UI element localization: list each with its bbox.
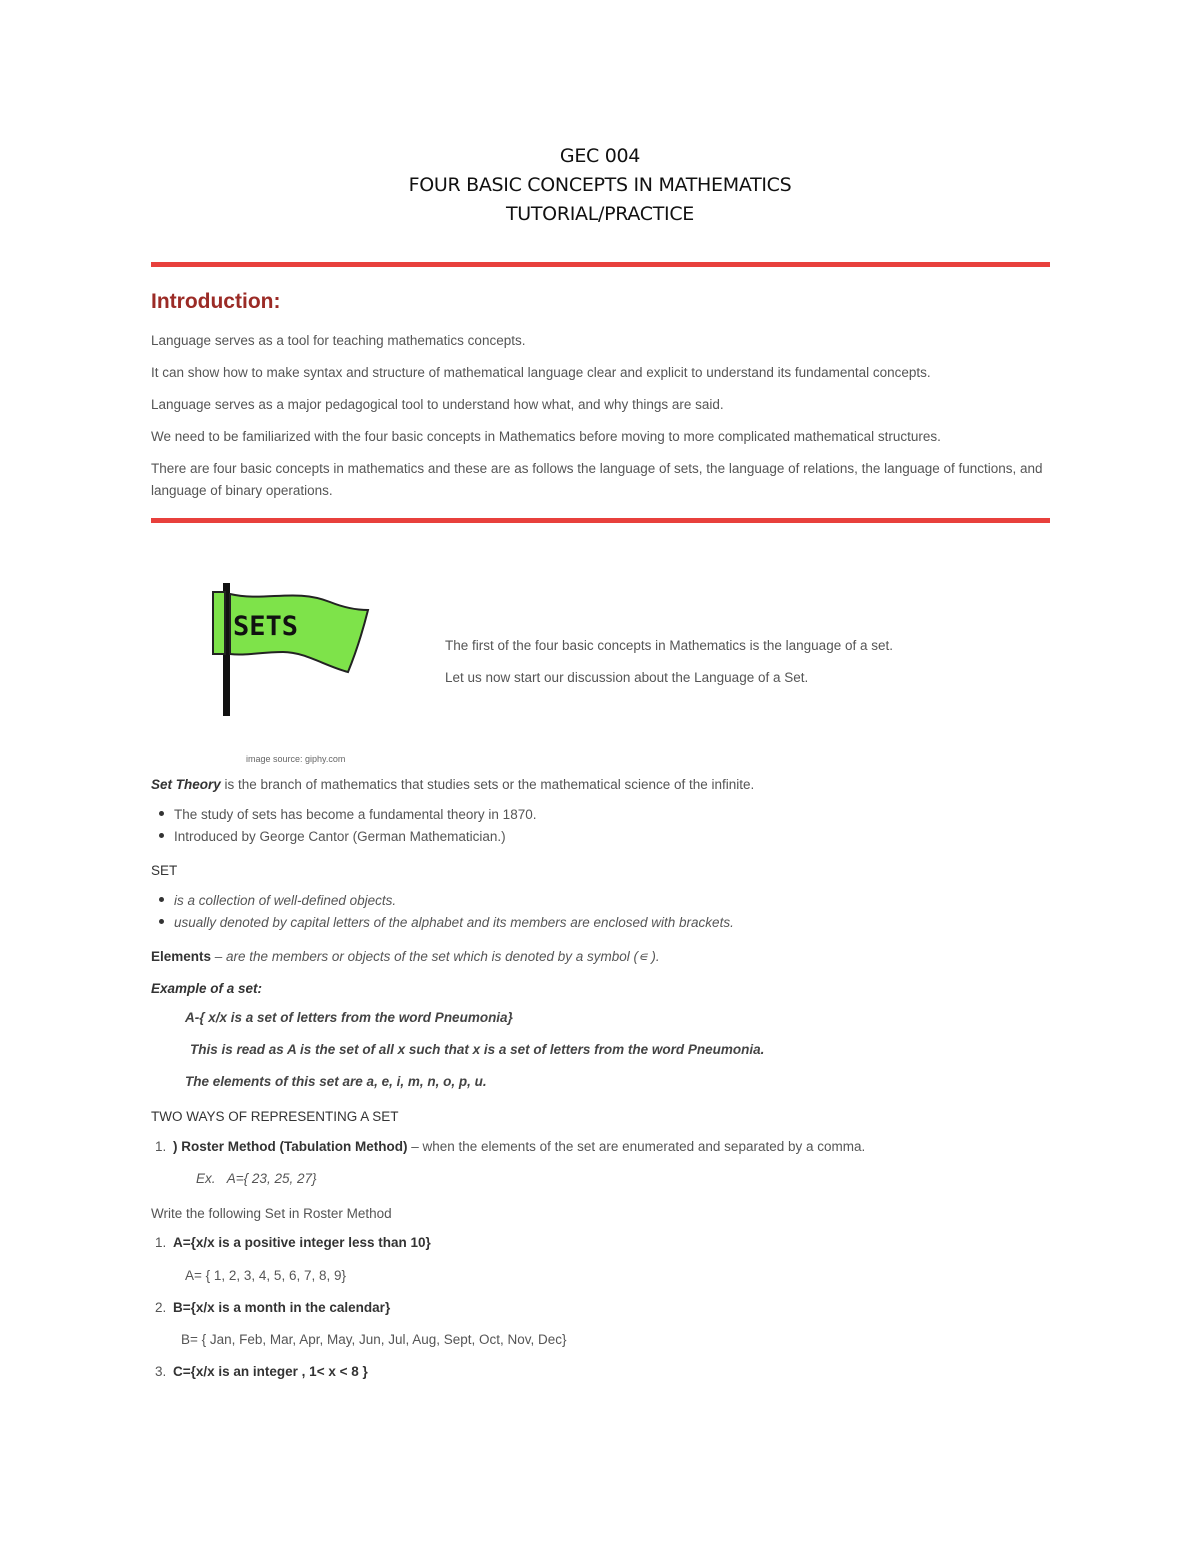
example-line-1: A-{ x/x is a set of letters from the word Pneumonia} bbox=[185, 1010, 513, 1025]
bottom-divider bbox=[151, 518, 1050, 523]
example-line-3: The elements of this set are a, e, i, m, n, o, p, u. bbox=[185, 1074, 487, 1089]
intro-paragraph-2: It can show how to make syntax and structure of mathematical language clear and explicit to understand its fundamental concepts. bbox=[151, 365, 931, 380]
exercise-question-3: 3. C={x/x is an integer , 1< x < 8 } bbox=[155, 1364, 368, 1379]
list-item: usually denoted by capital letters of the alphabet and its members are enclosed with brackets. bbox=[159, 915, 734, 930]
set-theory-text: is the branch of mathematics that studies sets or the mathematical science of the infinite. bbox=[220, 777, 755, 792]
sets-intro-line-1: The first of the four basic concepts in Mathematics is the language of a set. bbox=[445, 638, 893, 653]
intro-paragraph-1: Language serves as a tool for teaching mathematics concepts. bbox=[151, 333, 526, 348]
image-caption: image source: giphy.com bbox=[246, 754, 346, 764]
flag-clip bbox=[213, 592, 225, 654]
exercise-question-1: 1. A={x/x is a positive integer less than 10} bbox=[155, 1235, 431, 1250]
elements-text: – are the members or objects of the set which is denoted by a symbol (∊ ). bbox=[211, 949, 660, 964]
set-heading: SET bbox=[151, 863, 178, 878]
exercise-instruction: Write the following Set in Roster Method bbox=[151, 1206, 392, 1221]
flag-text: SETS bbox=[233, 611, 299, 642]
elements-definition bbox=[151, 946, 660, 968]
elements-term: Elements bbox=[151, 949, 212, 964]
document-header bbox=[0, 142, 1200, 229]
intro-heading: Introduction: bbox=[151, 290, 281, 313]
intro-paragraph-5: There are four basic concepts in mathematics and these are as follows the language of sets, the language of relations, the language of functions, and language of binary operations. bbox=[151, 461, 1043, 498]
bullet-icon bbox=[159, 897, 164, 902]
two-ways-heading: TWO WAYS OF REPRESENTING A SET bbox=[151, 1109, 399, 1124]
document-subtitle: TUTORIAL/PRACTICE bbox=[505, 203, 695, 225]
roster-example: Ex. A={ 23, 25, 27} bbox=[196, 1171, 317, 1186]
roster-method-term: ) Roster Method (Tabulation Method) bbox=[173, 1139, 408, 1154]
set-theory-term: Set Theory bbox=[151, 777, 221, 792]
bullet-icon bbox=[159, 919, 164, 924]
exercise-answer-1: A= { 1, 2, 3, 4, 5, 6, 7, 8, 9} bbox=[185, 1268, 346, 1283]
roster-method-item: 1. ) Roster Method (Tabulation Method) – when the elements of the set are enumerated and separated by a comma. bbox=[155, 1139, 866, 1154]
course-code: GEC 004 bbox=[559, 145, 641, 167]
list-item: The study of sets has become a fundamental theory in 1870. bbox=[159, 807, 536, 822]
bullet-icon bbox=[159, 811, 164, 816]
intro-paragraph-4: We need to be familiarized with the four basic concepts in Mathematics before moving to more complicated mathematical structures. bbox=[151, 429, 941, 444]
intro-paragraph-3: Language serves as a major pedagogical tool to understand how what, and why things are said. bbox=[151, 397, 724, 412]
exercise-answer-2: B= { Jan, Feb, Mar, Apr, May, Jun, Jul, Aug, Sept, Oct, Nov, Dec} bbox=[181, 1332, 567, 1347]
set-theory-definition bbox=[151, 774, 754, 796]
list-item: is a collection of well-defined objects. bbox=[159, 893, 396, 908]
sets-flag-image bbox=[205, 580, 375, 720]
example-line-2: This is read as A is the set of all x such that x is a set of letters from the word Pneumonia. bbox=[190, 1042, 765, 1057]
list-item: Introduced by George Cantor (German Mathematician.) bbox=[159, 829, 506, 844]
example-heading: Example of a set: bbox=[151, 981, 263, 996]
exercise-question-2: 2. B={x/x is a month in the calendar} bbox=[155, 1300, 391, 1315]
document-title: FOUR BASIC CONCEPTS IN MATHEMATICS bbox=[408, 174, 792, 196]
top-divider bbox=[151, 262, 1050, 267]
sets-intro-line-2: Let us now start our discussion about the Language of a Set. bbox=[445, 670, 809, 685]
bullet-icon bbox=[159, 833, 164, 838]
